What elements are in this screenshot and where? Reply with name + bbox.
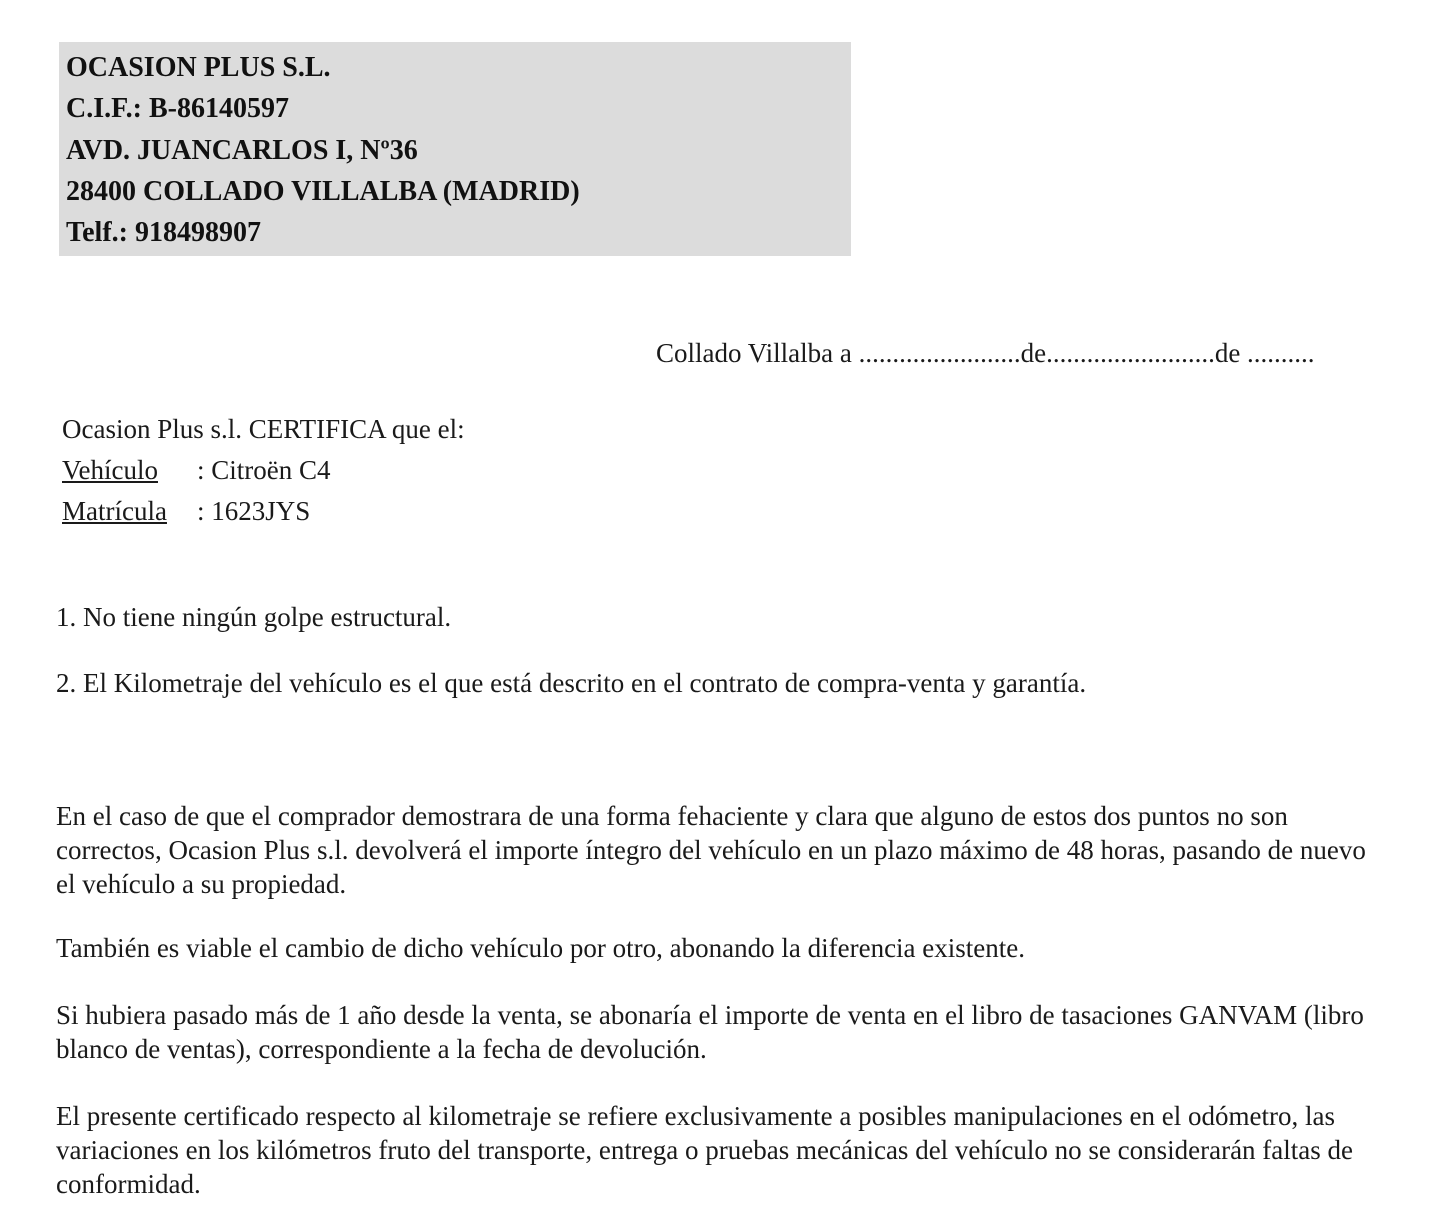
certify-intro: Ocasion Plus s.l. CERTIFICA que el: bbox=[62, 414, 465, 444]
company-cif: C.I.F.: B-86140597 bbox=[66, 93, 289, 124]
paragraph-exchange: También es viable el cambio de dicho vehículo por otro, abonando la diferencia existente. bbox=[56, 933, 1026, 963]
vehicle-field bbox=[62, 454, 331, 486]
plate-label: Matrícula bbox=[62, 496, 167, 526]
point-1: 1. No tiene ningún golpe estructural. bbox=[56, 602, 452, 632]
company-city: 28400 COLLADO VILLALBA (MADRID) bbox=[66, 176, 580, 207]
paragraph-odometer: El presente certificado respecto al kilometraje se refiere exclusivamente a posibles manipulaciones en el odómetro, las variaciones en los kilómetros fruto del transporte, entrega o pruebas mecánicas del vehículo no se considerarán faltas de conformidad. bbox=[56, 1101, 1354, 1199]
vehicle-value: : Citroën C4 bbox=[197, 455, 331, 485]
plate-value: : 1623JYS bbox=[197, 496, 311, 526]
company-address: AVD. JUANCARLOS I, Nº36 bbox=[66, 135, 418, 166]
paragraph-refund: En el caso de que el comprador demostrara de una forma fehaciente y clara que alguno de estos dos puntos no son correctos, Ocasion Plus s.l. devolverá el importe íntegro del vehículo en un plazo máximo de 48 horas, pasando de nuevo el vehículo a su propiedad. bbox=[56, 801, 1366, 899]
point-2: 2. El Kilometraje del vehículo es el que está descrito en el contrato de compra-venta y garantía. bbox=[56, 668, 1087, 698]
date-line: Collado Villalba a ........................de.........................de .......... bbox=[656, 338, 1315, 368]
plate-field bbox=[62, 495, 311, 527]
company-name: OCASION PLUS S.L. bbox=[66, 52, 331, 83]
company-phone: Telf.: 918498907 bbox=[66, 217, 261, 248]
vehicle-label: Vehículo bbox=[62, 455, 158, 485]
paragraph-ganvam: Si hubiera pasado más de 1 año desde la venta, se abonaría el importe de venta en el libro de tasaciones GANVAM (libro blanco de ventas), correspondiente a la fecha de devolución. bbox=[56, 1000, 1364, 1064]
